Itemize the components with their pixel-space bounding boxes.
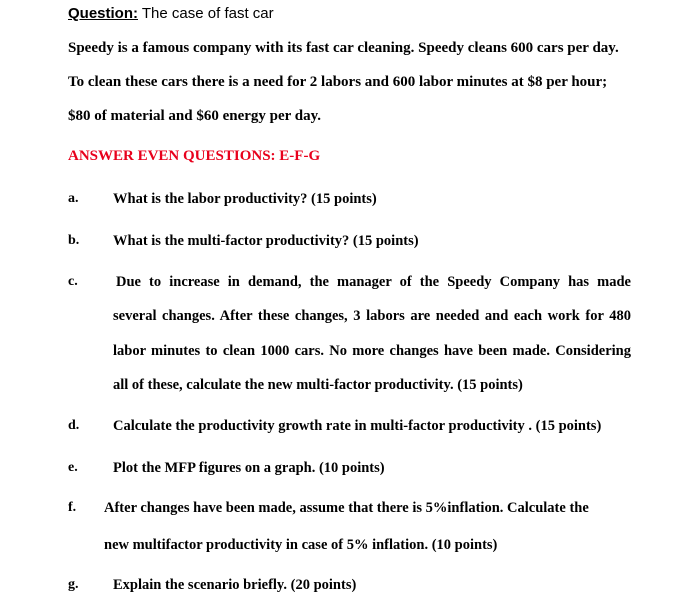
item-f-line-1: After changes have been made, assume that there is 5%inflation. Calculate the [104,500,589,516]
item-c-line-3: labor minutes to clean 1000 cars. No more changes have been made. Considering [113,343,631,359]
item-e-marker: e. [68,460,78,475]
question-title-text: The case of fast car [138,5,274,22]
item-g-marker: g. [68,577,79,592]
item-g-text: Explain the scenario briefly. (20 points) [113,577,357,593]
item-c-line-4: all of these, calculate the new multi-factor productivity. (15 points) [113,377,523,393]
item-c-marker: c. [68,274,78,289]
item-c-line-1: Due to increase in demand, the manager of the Speedy Company has made [116,274,631,290]
intro-line-2: To clean these cars there is a need for 2 labors and 600 labor minutes at $8 per hour; [68,74,608,90]
item-b-marker: b. [68,233,80,248]
item-f-line-2: new multifactor productivity in case of 5% inflation. (10 points) [104,537,498,553]
item-a-text: What is the labor productivity? (15 points) [113,191,377,207]
intro-line-1: Speedy is a famous company with its fast car cleaning. Speedy cleans 600 cars per day. [68,40,619,56]
item-d-marker: d. [68,418,80,433]
item-c-line-2: several changes. After these changes, 3 labors are needed and each work for 480 [113,308,631,324]
question-title [68,5,274,23]
item-e-text: Plot the MFP figures on a graph. (10 points) [113,460,385,476]
intro-line-3: $80 of material and $60 energy per day. [68,108,322,124]
item-a-marker: a. [68,191,79,206]
item-f-marker: f. [68,500,77,515]
answer-heading: ANSWER EVEN QUESTIONS: E-F-G [68,148,321,164]
item-b-text: What is the multi-factor productivity? (15 points) [113,233,419,249]
question-label: Question: [68,5,138,22]
item-d-text: Calculate the productivity growth rate in multi-factor productivity . (15 points) [113,418,602,434]
